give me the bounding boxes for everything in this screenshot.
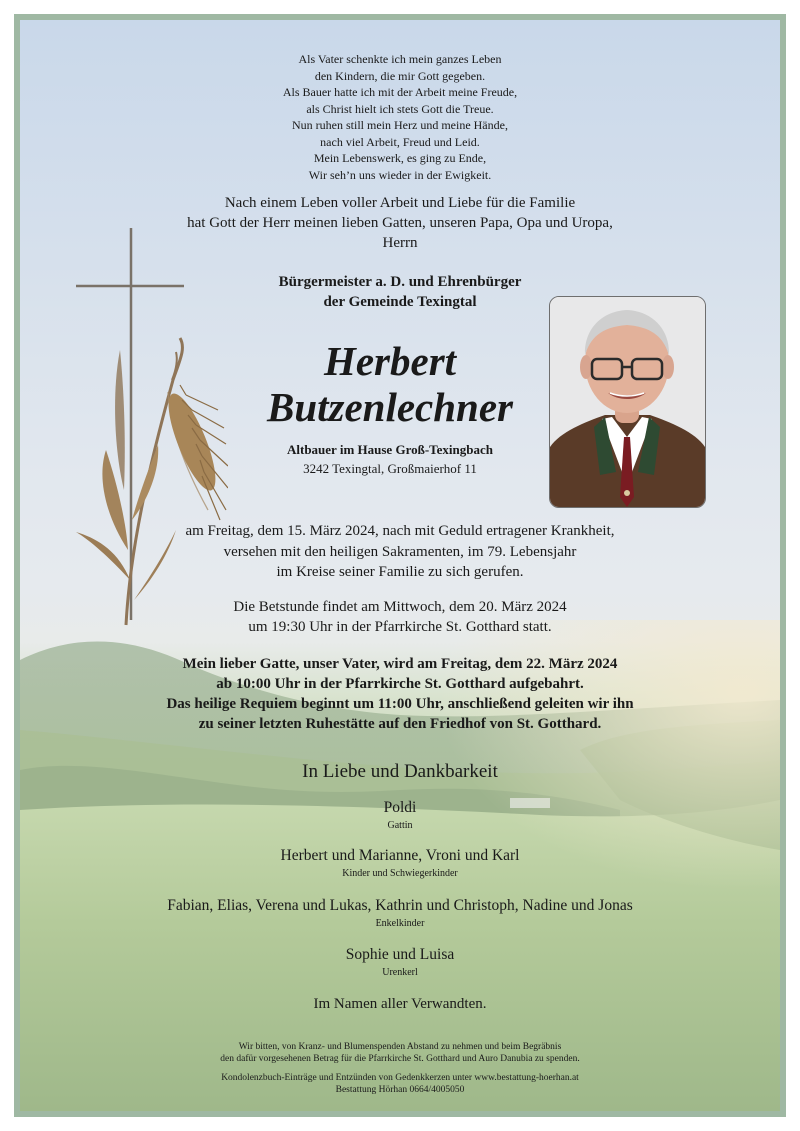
poem-line: Mein Lebenswerk, es ging zu Ende,	[313, 151, 487, 165]
last-name: Butzenlechner	[266, 384, 514, 430]
title-line: der Gemeinde Texingtal	[323, 294, 477, 310]
deceased-address	[20, 440, 760, 478]
poem-line: den Kindern, die mir Gott gegeben.	[314, 68, 486, 83]
family-names: Sophie und Luisa	[345, 946, 455, 963]
intro-text	[20, 193, 780, 253]
family-relation: Enkelkinder	[375, 918, 425, 929]
death-notice	[20, 521, 780, 583]
death-line: im Kreise seiner Familie zu sich gerufen.	[276, 564, 524, 580]
intro-line: hat Gott der Herr meinen lieben Gatten, unseren Papa, Opa und Uropa,	[187, 215, 613, 231]
funeral-line: zu seiner letzten Ruhestätte auf den Friedhof von St. Gotthard.	[198, 716, 602, 732]
poem-line: als Christ hielt ich stets Gott die Treue.	[306, 101, 494, 116]
parte-page	[20, 20, 780, 1111]
intro-line: Herrn	[382, 235, 418, 251]
condolence-line: Kondolenzbuch-Einträge und Entzünden von Gedenkkerzen unter www.bestattung-hoerhan.at	[221, 1073, 579, 1083]
poem-line: nach viel Arbeit, Freud und Leid.	[320, 134, 480, 149]
deceased-name	[20, 338, 760, 430]
donation-note	[20, 1041, 780, 1065]
title-line: Bürgermeister a. D. und Ehrenbürger	[278, 274, 522, 290]
funeral-home-line: Bestattung Hörhan 0664/4005050	[335, 1085, 465, 1095]
family-names: Fabian, Elias, Verena und Lukas, Kathrin und Christoph, Nadine und Jonas	[167, 897, 633, 914]
family-relation: Gattin	[387, 820, 413, 831]
family-group	[20, 798, 780, 832]
family-relation: Kinder und Schwiegerkinder	[342, 868, 458, 879]
family-names: Herbert und Marianne, Vroni und Karl	[280, 847, 520, 864]
family-group	[20, 896, 780, 930]
fine-line: den dafür vorgesehenen Betrag für die Pfarrkirche St. Gotthard und Auro Danubia zu spenden.	[220, 1054, 580, 1064]
memorial-poem	[20, 51, 780, 183]
prayer-line: um 19:30 Uhr in der Pfarrkirche St. Gotthard statt.	[248, 619, 552, 635]
occupation: Altbauer im Hause Groß-Texingbach	[287, 442, 493, 457]
poem-line: Als Bauer hatte ich mit der Arbeit meine Freude,	[282, 85, 518, 99]
poem-line: Nun ruhen still mein Herz und meine Hände,	[292, 118, 508, 132]
address: 3242 Texingtal, Großmaierhof 11	[303, 461, 477, 476]
funeral-home-info	[20, 1072, 780, 1096]
funeral-line: ab 10:00 Uhr in der Pfarrkirche St. Gotthard aufgebahrt.	[216, 676, 584, 692]
family-group	[20, 846, 780, 880]
funeral-line: Das heilige Requiem beginnt um 11:00 Uhr, anschließend geleiten wir ihn	[166, 696, 634, 712]
first-name: Herbert	[323, 338, 457, 384]
family-group	[20, 945, 780, 979]
poem-line: Als Vater schenkte ich mein ganzes Leben	[298, 52, 502, 66]
death-line: versehen mit den heiligen Sakramenten, im 79. Lebensjahr	[223, 543, 577, 560]
closing-line: Im Namen aller Verwandten.	[313, 996, 487, 1012]
poem-line: Wir seh’n uns wieder in der Ewigkeit.	[308, 167, 492, 182]
prayer-hour-notice	[20, 597, 780, 637]
fine-line: Wir bitten, von Kranz- und Blumenspenden Abstand zu nehmen und beim Begräbnis	[238, 1042, 562, 1052]
death-line: am Freitag, dem 15. März 2024, nach mit Geduld ertragener Krankheit,	[185, 523, 615, 539]
honorary-titles	[20, 272, 780, 312]
funeral-line: Mein lieber Gatte, unser Vater, wird am Freitag, dem 22. März 2024	[182, 656, 618, 672]
intro-line: Nach einem Leben voller Arbeit und Liebe für die Familie	[224, 195, 576, 211]
funeral-notice	[20, 654, 780, 734]
family-names: Poldi	[383, 799, 417, 816]
prayer-line: Die Betstunde findet am Mittwoch, dem 20. März 2024	[233, 599, 567, 615]
family-heading: In Liebe und Dankbarkeit	[302, 761, 498, 782]
family-relation: Urenkerl	[382, 967, 418, 978]
